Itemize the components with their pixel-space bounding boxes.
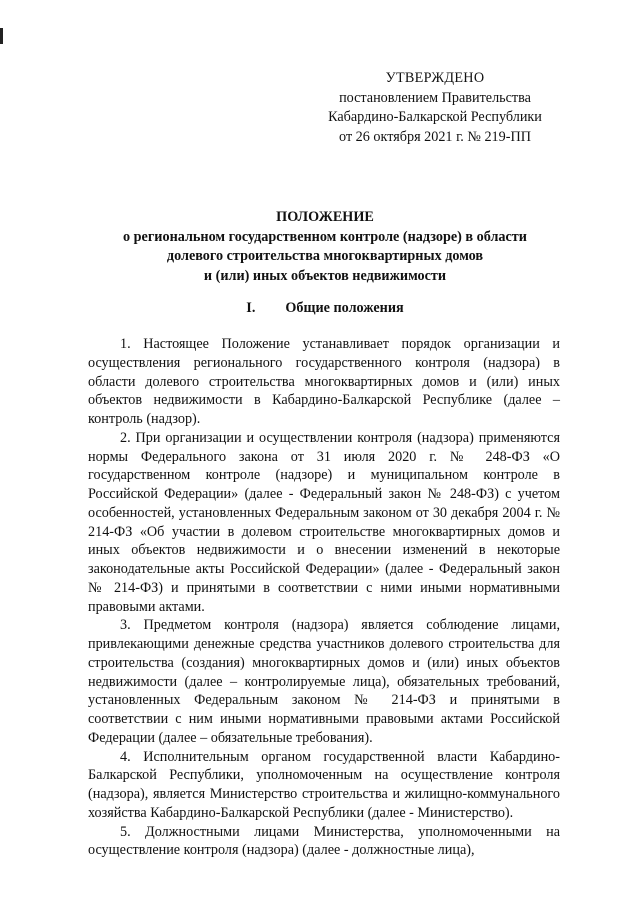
body-text [88, 335, 560, 860]
approval-heading: УТВЕРЖДЕНО [385, 70, 485, 86]
approval-stamp-block [300, 69, 570, 147]
paragraph-1: 1. Настоящее Положение устанавливает порядок организации и осуществления регионального государственного контроля (надзора) в области долевого строительства многоквартирных домов и (или) иных объектов недвижимости в Кабардино-Балкарской Республике (далее – контроль (надзор). [88, 336, 560, 427]
paragraph-3: 3. Предметом контроля (надзора) является соблюдение лицами, привлекающими денежные средства участников долевого строительства для строительства (создания) многоквартирных домов и (или) иных объектов недвижимости (далее – контролируемые лица), обязательных требований, установленных Федеральным законом № 214-ФЗ и принятыми в соответствии с ним иными нормативными правовыми актами Российской Федерации (далее – обязательные требования). [88, 617, 560, 746]
document-title [60, 208, 590, 286]
paragraph-4: 4. Исполнительным органом государственной власти Кабардино-Балкарской Республики, уполномоченным на осуществление контроля (надзора), является Министерство строительства и жилищно-коммунального хозяйства Кабардино-Балкарской Республики (далее - Министерство). [88, 748, 560, 821]
approval-line-republic: Кабардино-Балкарской Республики [328, 109, 542, 125]
scan-edge-mark [0, 28, 3, 44]
section-title: Общие положения [285, 300, 404, 316]
section-number: I. [246, 300, 256, 316]
paragraph-5: 5. Должностными лицами Министерства, уполномоченными на осуществление контроля (надзора) (далее - должностные лица), [88, 823, 560, 859]
approval-line-decree: постановлением Правительства [339, 89, 531, 106]
section-heading [60, 299, 590, 318]
paragraph-2: 2. При организации и осуществлении контроля (надзора) применяются нормы Федерального закона от 31 июля 2020 г. № 248-ФЗ «О государственном контроле (надзоре) и муниципальном контроле в Российской Федерации» (далее - Федеральный закон № 248-ФЗ) с учетом особенностей, установленных Федеральным законом от 30 декабря 2004 г. № 214-ФЗ «Об участии в долевом строительстве многоквартирных домов и иных объектов недвижимости и о внесении изменений в некоторые законодательные акты Российской Федерации» (далее - Федеральный закон № 214-ФЗ) и принятыми в соответствии с ними иными нормативными правовыми актами. [88, 429, 560, 615]
title-line-4: и (или) иных объектов недвижимости [203, 267, 447, 284]
title-line-3: долевого строительства многоквартирных домов [166, 248, 484, 264]
approval-line-date: от 26 октября 2021 г. № 219-ПП [339, 128, 531, 145]
title-main: ПОЛОЖЕНИЕ [276, 209, 374, 225]
title-line-2: о региональном государственном контроле (надзоре) в области [123, 228, 527, 245]
